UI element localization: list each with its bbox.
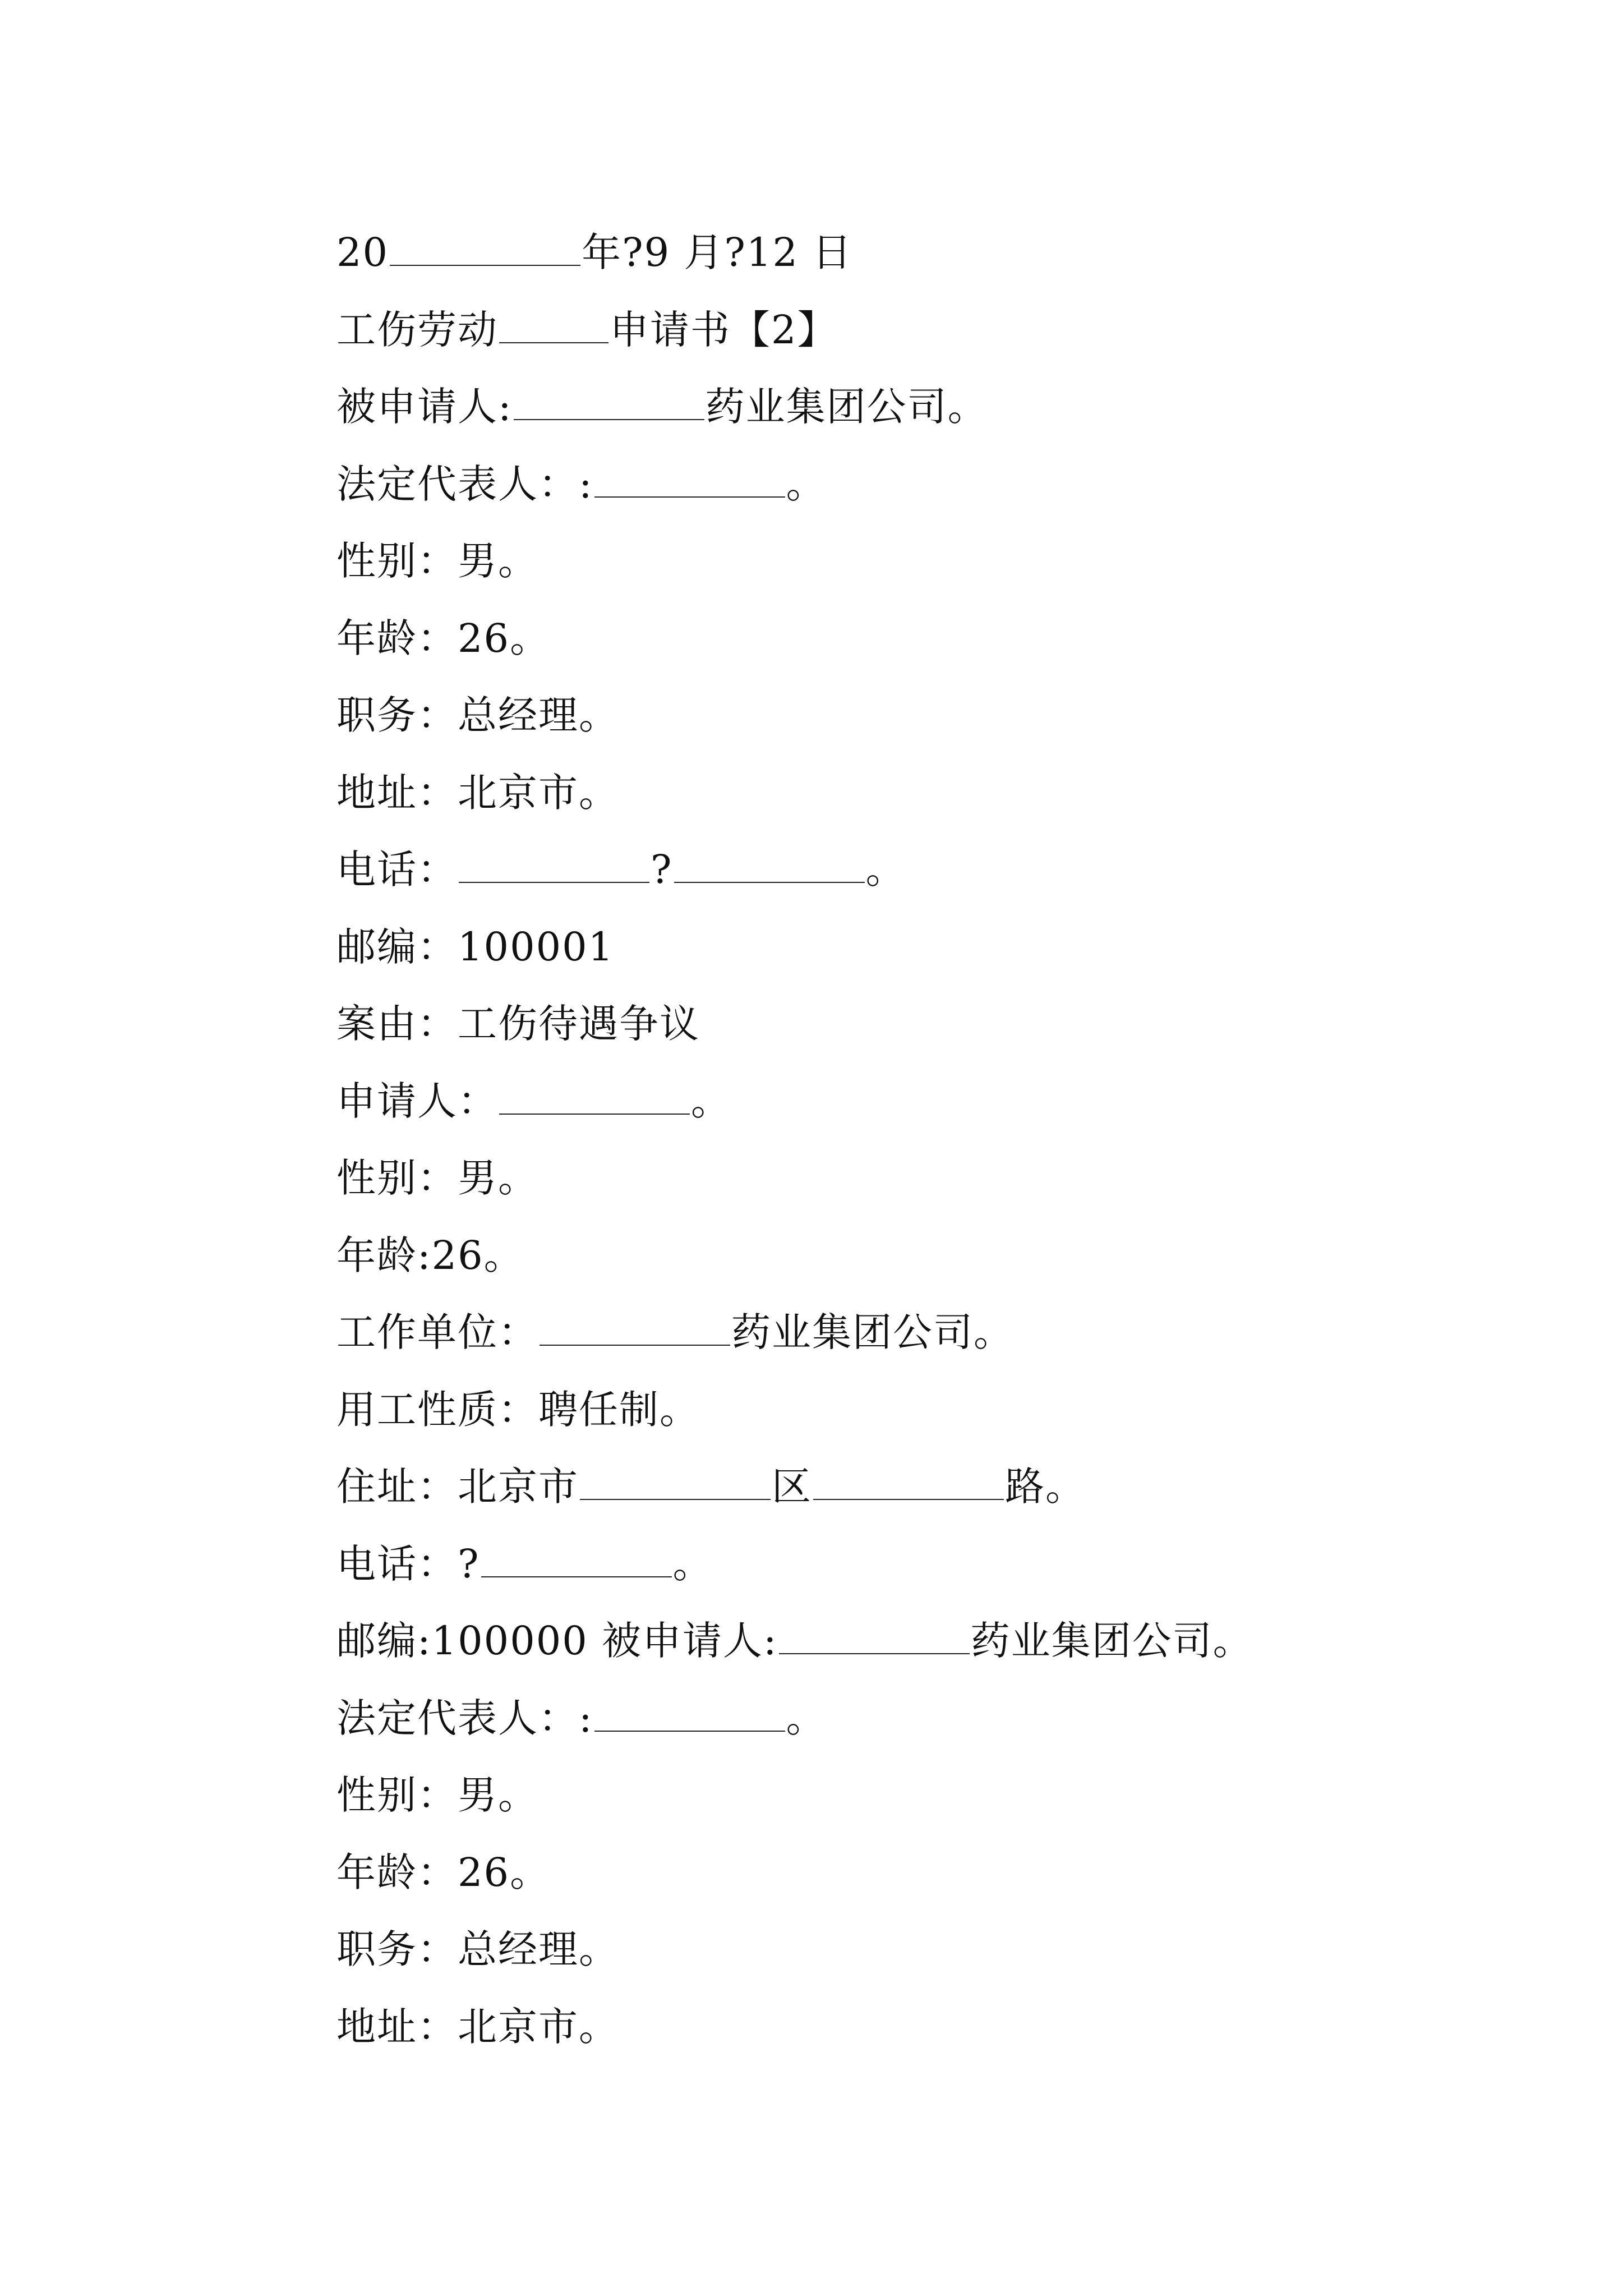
legal-rep-label: 法定代表人：: bbox=[336, 461, 593, 507]
employment-type-line: 用工性质：聘任制。 bbox=[336, 1386, 700, 1433]
gender-line: 性别：男。 bbox=[336, 1772, 538, 1818]
date-year-prefix: 20 bbox=[336, 229, 389, 275]
respondent-label: 被申请人: bbox=[336, 384, 513, 430]
residence-line bbox=[336, 1448, 1514, 1526]
employer-line bbox=[336, 1294, 1514, 1372]
date-line bbox=[336, 214, 1514, 292]
address-line: 地址：北京市。 bbox=[336, 2003, 619, 2050]
legal-rep-label: 法定代表人：: bbox=[336, 1695, 593, 1741]
phone-label: 电话：? bbox=[336, 1540, 480, 1587]
gender-line: 性别：男。 bbox=[336, 538, 538, 584]
blank-field bbox=[499, 1079, 690, 1115]
position-line: 职务：总经理。 bbox=[336, 1926, 619, 1972]
employer-label: 工作单位： bbox=[336, 1309, 538, 1355]
gender-line: 性别：男。 bbox=[336, 1155, 538, 1201]
title-part-2: 申请书【2】 bbox=[610, 306, 838, 353]
blank-field bbox=[779, 1618, 970, 1654]
respondent-company: 药业集团公司。 bbox=[705, 384, 988, 430]
legal-rep-line bbox=[336, 446, 1514, 523]
blank-field bbox=[459, 847, 649, 883]
phone-end: 。 bbox=[865, 846, 906, 892]
respondent-line bbox=[336, 369, 1514, 446]
postcode-respondent-line bbox=[336, 1603, 1514, 1680]
residence-district: 区 bbox=[772, 1464, 812, 1510]
document-title bbox=[336, 292, 1514, 369]
position-line: 职务：总经理。 bbox=[336, 692, 619, 738]
applicant-end: 。 bbox=[691, 1078, 731, 1124]
blank-field bbox=[594, 1696, 785, 1732]
blank-field bbox=[594, 462, 785, 498]
applicant-label: 申请人： bbox=[336, 1078, 498, 1124]
applicant-line bbox=[336, 1063, 1514, 1140]
postcode-line: 邮编：100001 bbox=[336, 923, 615, 970]
postcode-respondent-label: 邮编:100000 被申请人: bbox=[336, 1618, 778, 1664]
phone-end: 。 bbox=[672, 1540, 713, 1587]
phone-line bbox=[336, 831, 1514, 909]
blank-field bbox=[540, 1310, 730, 1346]
title-part-1: 工伤劳动 bbox=[336, 306, 498, 353]
phone-label: 电话： bbox=[336, 846, 458, 892]
legal-rep-end: 。 bbox=[786, 1695, 827, 1741]
legal-rep-line bbox=[336, 1680, 1514, 1757]
residence-label: 住址：北京市 bbox=[336, 1464, 579, 1510]
blank-field bbox=[499, 307, 608, 343]
residence-road: 路。 bbox=[1005, 1464, 1086, 1510]
age-line: 年龄：26。 bbox=[336, 1849, 551, 1895]
cause-line: 案由：工伤待遇争议 bbox=[336, 1001, 700, 1047]
blank-field bbox=[813, 1464, 1004, 1500]
phone-line bbox=[336, 1526, 1514, 1603]
address-line: 地址：北京市。 bbox=[336, 769, 619, 816]
blank-field bbox=[390, 230, 580, 266]
date-rest: 年?9 月?12 日 bbox=[582, 229, 853, 275]
blank-field bbox=[580, 1464, 771, 1500]
respondent-company: 药业集团公司。 bbox=[970, 1618, 1253, 1664]
employer-company: 药业集团公司。 bbox=[731, 1309, 1014, 1355]
document-body bbox=[336, 214, 1514, 2065]
blank-field bbox=[481, 1542, 672, 1577]
phone-separator: ? bbox=[651, 846, 673, 892]
age-line: 年龄：26。 bbox=[336, 615, 551, 661]
blank-field bbox=[514, 384, 704, 420]
blank-field bbox=[674, 847, 865, 883]
age-line: 年龄:26。 bbox=[336, 1232, 524, 1278]
legal-rep-end: 。 bbox=[786, 461, 827, 507]
